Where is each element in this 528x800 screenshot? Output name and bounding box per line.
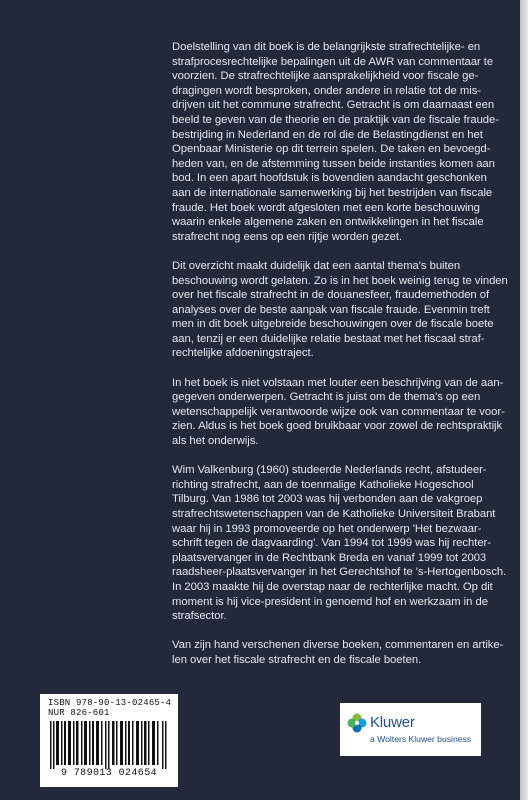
nur-text: NUR 826-601 — [48, 708, 110, 718]
blurb — [172, 40, 516, 682]
author-publications: Van zijn hand verschenen diverse boeken, commentaren en artike- len over het fiscale strafrecht en de fiscale boeten. — [172, 639, 504, 666]
blurb-paragraph-2: Dit overzicht maakt duidelijk dat een aantal thema's buiten beschouwing wordt gelaten. Zo is in het boek weinig terug te vinden over het fiscale strafrecht in de douanesfeer, fraudemethoden of analyses over de beste aanpak van fiscale fraude. Evenmin treft men in dit boek uitgebreide beschouwingen over de fiscale boete aan, tenzij er een duidelijke relatie bestaat met het fiscaal straf- rechtelijke afdoeningstraject. — [172, 259, 508, 360]
publisher-tagline: a Wolters Kluwer business — [370, 734, 472, 744]
publisher-logo — [340, 703, 481, 756]
isbn-text: ISBN 978-90-13-02465-4 — [48, 698, 172, 708]
author-bio: Wim Valkenburg (1960) studeerde Nederlands recht, afstudeer- richting strafrecht, aan de toenmalige Katholieke Hogeschool Tilburg. Van 1986 tot 2003 was hij verbonden aan de vakgroep strafrechtswetenschappen van de Katholieke Universiteit Brabant waar hij in 1993 promoveerde op het onderwerp 'Het bezwaar- schrift tegen de dagvaarding'. Van 1994 tot 1999 was hij rechter- plaatsvervanger in de Rechtbank Breda en vanaf 1999 tot 2003 raadsheer-plaatsvervanger in het Gerechtshof te 's-Hertogenbosch. In 2003 maakte hij de overstap naar de rechterlijke macht. Op dit moment is hij vice-president in genoemd hof en werkzaam in de strafsector. — [172, 464, 507, 623]
publisher-name: Kluwer — [370, 714, 415, 731]
page-edge — [520, 0, 528, 800]
barcode-digits: 9 789013 024654 — [60, 768, 157, 779]
barcode-icon — [46, 721, 172, 769]
blurb-paragraph-1: Doelstelling van dit boek is de belangrijkste strafrechtelijke- en strafprocesrechtelijke bepalingen uit de AWR van commentaar te voorzien. De strafrechtelijke aansprakelijkheid voor fiscale ge- dragingen wordt besproken, onder andere in relatie tot de mis- drijven uit het commune strafrecht. Getracht is om daarnaast een beeld te geven van de theorie en de praktijk van de fiscale fraude- bestrijding in Nederland en de rol die de Belastingdienst en het Openbaar Ministerie op dit terrein spelen. De taken en bevoegd- heden van, en de afstemming tussen beide instanties komen aan bod. In een apart hoofdstuk is bovendien aandacht geschonken aan de internationale samenwerking bij het bestrijden van fiscale fraude. Het boek wordt afgesloten met een korte beschouwing waarin enkele algemene zaken en ontwikkelingen in het fiscale strafrecht nog eens op een rijtje worden gezet. — [172, 41, 499, 243]
kluwer-flower-icon — [347, 713, 367, 733]
barcode-label — [40, 694, 178, 787]
blurb-paragraph-3: In het boek is niet volstaan met louter een beschrijving van de aan- gegeven onderwerpen. Getracht is juist om de thema's op een wetenschappelijk verantwoorde wijze ook van commentaar te voor- zien. Aldus is het boek goed bruikbaar voor zowel de rechtspraktijk als het onderwijs. — [172, 376, 505, 448]
